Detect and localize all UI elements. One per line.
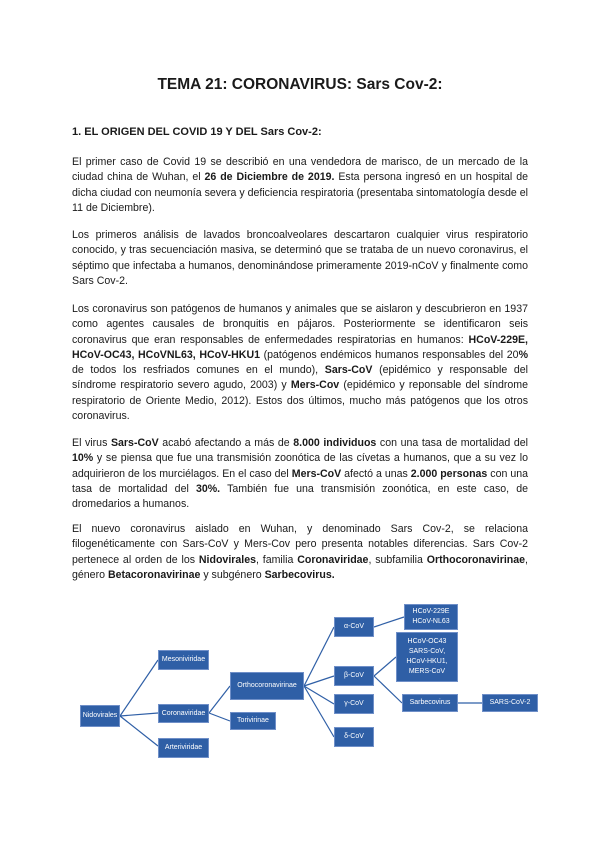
connector: [374, 657, 396, 676]
bold-date: 26 de Diciembre de 2019.: [204, 171, 335, 184]
text-span: acabó afectando a más de: [158, 437, 294, 449]
bold-family: Coronaviridae: [297, 553, 369, 566]
species-label: SARS-CoV,: [408, 648, 446, 655]
text-span: de todos los resfriados comunes en el mundo),: [72, 364, 325, 377]
bold-percent: 10%: [72, 452, 94, 465]
text-span: afectó a unas: [341, 467, 411, 480]
text-span: con una tasa de mortalidad del: [72, 467, 528, 495]
section-heading: 1. EL ORIGEN DEL COVID 19 Y DEL Sars Cov-2:: [72, 126, 322, 138]
species-label: HCoV-OC43: [407, 638, 447, 645]
node-torivirinae: Torivirinae: [230, 712, 276, 730]
node-sarbecovirus: Sarbecovirus: [402, 694, 458, 712]
node-alpha-species: [404, 604, 458, 630]
connector: [120, 716, 158, 746]
node-gamma-cov: γ-CoV: [334, 694, 374, 714]
text-span: con una tasa de mortalidad del: [376, 437, 528, 449]
bold-percent: %: [518, 348, 528, 361]
connector: [209, 713, 230, 721]
node-alpha-cov: α-CoV: [334, 617, 374, 637]
node-nidovirales: Nidovirales: [80, 705, 120, 727]
text-span: También fue una transmisión zoonótica, en este caso, de dromedarios a humanos.: [72, 482, 528, 511]
text-span: , familia: [256, 553, 298, 566]
text-span: y subgénero: [200, 568, 265, 581]
text-span: , subfamilia: [368, 553, 427, 566]
text-span: (epidémico y responsable del síndrome respiratorio severo agudo, 2003) y: [72, 364, 528, 392]
text-span: El nuevo coronavirus aislado en Wuhan, y denominado Sars Cov-2, se relaciona filogenéticamente con Sars-CoV y Mers-Cov pero presenta notables diferencias. Sars Cov-2 pertenece al orden de los: [72, 523, 528, 566]
paragraph-sars-mers: [72, 436, 528, 512]
species-label: HCoV-HKU1,: [406, 658, 448, 665]
node-beta-species: [396, 632, 458, 682]
node-delta-cov: δ-CoV: [334, 727, 374, 747]
connector: [120, 660, 158, 716]
bold-sars-cov: Sars-CoV: [324, 364, 373, 377]
node-coronaviridae: Coronaviridae: [158, 704, 209, 723]
text-span: (epidémico y reponsable del síndrome respiratorio de Oriente Medio, 2012). Estos dos últimos, mucho más patógenos que los otros coronavirus.: [72, 379, 529, 423]
paragraph-classification: [72, 522, 528, 583]
taxonomy-diagram: [72, 600, 542, 760]
node-arteriviridae: Arteriviridae: [158, 738, 209, 758]
bold-mers-cov: Mers-Cov: [290, 379, 340, 392]
bold-genus: Betacoronavirinae: [107, 568, 201, 581]
paragraph-coronavirus: [72, 302, 528, 424]
text-span: (patógenos endémicos humanos responsables del 20: [259, 348, 519, 361]
connector: [374, 617, 404, 627]
connector: [304, 686, 334, 704]
text-span: El primer caso de Covid 19 se describió en una vendedora de marisco, de un mercado de la ciudad china de Wuhan, el: [72, 156, 528, 184]
bold-subfamily: Orthocoronavirinae: [426, 553, 526, 566]
bold-percent: 30%.: [195, 482, 221, 495]
bold-individuals: 8.000 individuos: [293, 437, 377, 449]
diagram-connectors: [72, 600, 542, 760]
bold-order: Nidovirales: [198, 553, 257, 566]
bold-sars-cov: Sars-CoV: [110, 437, 159, 449]
connector: [304, 686, 334, 737]
text-span: y se piensa que fue una transmisión zoonótica de las cívetas a humanos, que a su vez lo adquirieron de los murciélagos. En el caso del: [72, 452, 528, 480]
text-span: , género: [72, 553, 528, 581]
paragraph-analysis: Los primeros análisis de lavados broncoalveolares descartaron cualquier virus respiratorio conocido, y tras secuenciación masiva, se determinó que se trataba de un nuevo coronavirus, el séptimo que infectaba a humanos, denominándose primeramente 2019-nCoV y finalmente como Sars Cov-2.: [72, 229, 528, 287]
page-title: TEMA 21: CORONAVIRUS: Sars Cov-2:: [157, 76, 443, 93]
connector: [120, 713, 158, 716]
node-orthocoronavirinae: Orthocoronavirinae: [230, 672, 304, 700]
node-sars-cov-2: SARS-CoV-2: [482, 694, 538, 712]
species-label: HCoV-229E: [412, 608, 450, 615]
text-span: Los coronavirus son patógenos de humanos y animales que se aislaron y descubrieron en 1937 como agentes causales de bronquitis en pájaros. Posteriormente se identificaron seis coronavirus que eran responsables de enfermedades respiratorias en humanos:: [72, 303, 528, 346]
node-beta-cov: β-CoV: [334, 666, 374, 686]
bold-virus-list: HCoV-229E, HCoV-OC43, HCoVNL63, HCoV-HKU1: [72, 333, 528, 361]
text-span: El virus: [72, 437, 111, 449]
node-mesoniviridae: Mesoniviridae: [158, 650, 209, 670]
bold-subgenus: Sarbecovirus.: [264, 568, 335, 581]
bold-persons: 2.000 personas: [410, 467, 488, 480]
bold-mers-cov: Mers-CoV: [291, 467, 342, 480]
paragraph-first-case: [72, 155, 528, 216]
species-label: HCoV-NL63: [412, 618, 450, 625]
species-label: MERS-CoV: [408, 668, 446, 675]
text-span: Esta persona ingresó en un hospital de dicha ciudad con neumonía severa y deficiencia respiratoria (presentaba sintomatología desde el 11 de Diciembre).: [72, 171, 528, 214]
connector: [209, 686, 230, 713]
